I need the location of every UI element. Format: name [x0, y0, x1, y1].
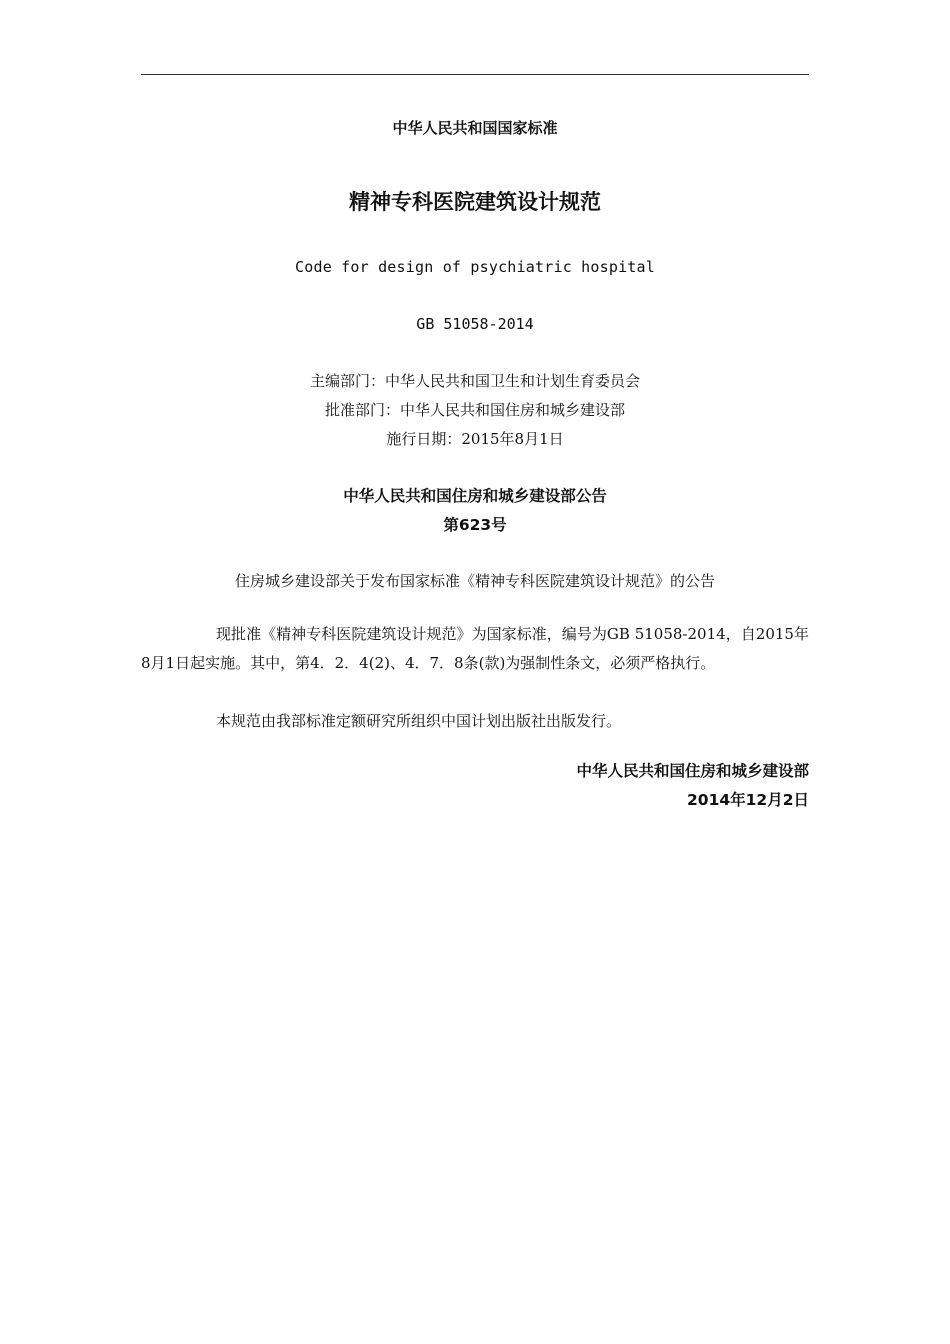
- national-standard-label: 中华人民共和国国家标准: [392, 119, 558, 137]
- announcement-subject: 住房城乡建设部关于发布国家标准《精神专科医院建筑设计规范》的公告: [234, 572, 715, 590]
- document-title: 精神专科医院建筑设计规范: [349, 190, 601, 214]
- standard-code: GB 51058-2014: [416, 315, 534, 333]
- effective-date: 施行日期：2015年8月1日: [386, 430, 564, 448]
- english-title: Code for design of psychiatric hospital: [295, 258, 655, 276]
- signature-date: 2014年12月2日: [687, 791, 809, 809]
- top-rule: [141, 74, 809, 75]
- approving-department: 批准部门：中华人民共和国住房和城乡建设部: [324, 401, 625, 419]
- signature-organization: 中华人民共和国住房和城乡建设部: [576, 762, 809, 780]
- announcement-issuer: 中华人民共和国住房和城乡建设部公告: [343, 487, 607, 505]
- announcement-paragraph-2: 本规范由我部标准定额研究所组织中国计划出版社出版发行。: [216, 712, 622, 730]
- announcement-paragraph-1: 现批准《精神专科医院建筑设计规范》为国家标准，编号为GB 51058-2014，自2015年8月1日起实施。其中，第4．2．4(2)、4．7．8条(款)为强制性条文，必须严格执行。: [141, 625, 809, 672]
- announcement-number: 第623号: [443, 516, 507, 534]
- chief-editor-department: 主编部门：中华人民共和国卫生和计划生育委员会: [309, 372, 640, 390]
